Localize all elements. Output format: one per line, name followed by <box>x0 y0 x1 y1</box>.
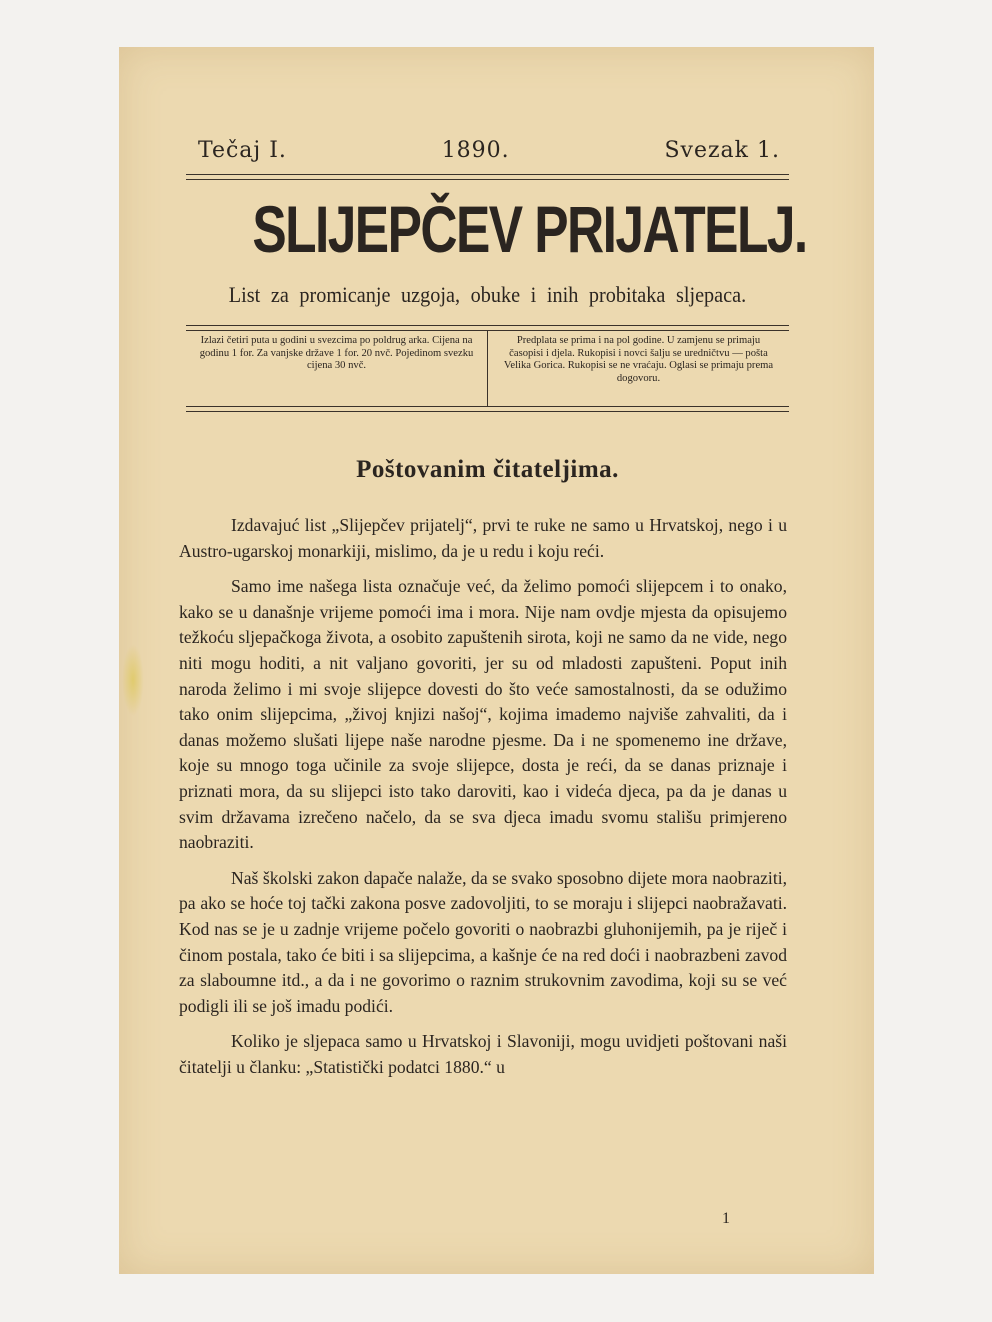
header-rule <box>186 174 789 180</box>
page-number: 1 <box>722 1210 730 1227</box>
article-paragraph: Samo ime našega lista označuje već, da želimo pomoći slijepcem i to onako, kako se u današnje vrijeme pomoći ima i mora. Nije nam ovdje mjesta da opisujemo težkoću sljepačkoga života, a osobito zapuštenih sirota, koji ne samo da ne vide, nego niti mogu hoditi, a nit valjano govoriti, jer su od mladosti zapušteni. Poput inih naroda želimo i mi svoje slijepce dovesti do što veće samostalnosti, da se odužimo tako onim slijepcima, „živoj knjizi našoj“, kojima imademo najviše zahvaliti, da i danas možemo slušati lijepe naše narodne pjesme. Da i ne spomenemo ine države, koje su mnogo toga učinile za svoje slijepce, dosta je reći, da se danas priznaje i priznati mora, da su slijepci isto tako daroviti, kao i videća djeca, pa da je danas u svim državama izrečeno načelo, da se sva djeca imadu svomu stališu primjereno naobraziti. <box>179 576 787 853</box>
masthead-title: SLIJEPČEV PRIJATELJ. <box>252 192 807 266</box>
issue-label: Svezak 1. <box>664 138 780 163</box>
year-label: 1890. <box>441 138 510 163</box>
article-paragraph: Izdavajuć list „Slijepčev prijatelj“, prvi te ruke ne samo u Hrvatskoj, nego i u Austro-ugarskoj monarkiji, mislimo, da je u redu i koju reći. <box>179 515 787 561</box>
publication-info: Izlazi četiri puta u godini u svezcima po poldrug arka. Cijena na godinu 1 for. Za vanjske države 1 for. 20 nvč. Pojedinom svezku cijena 30 nvč. <box>186 330 488 406</box>
subscription-info: Predplata se prima i na pol godine. U zamjenu se primaju časopisi i djela. Rukopisi i novci šalju se uredničtvu — pošta Velika Gorica. Rukopisi se ne vraćaju. Oglasi se primaju prema dogovoru. <box>503 335 774 384</box>
article-heading: Poštovanim čitateljima. <box>356 456 619 483</box>
issue-header <box>198 138 780 163</box>
article-paragraph: Naš školski zakon dapače nalaže, da se svako sposobno dijete mora naobraziti, pa ako se hoće toj tački zakona posve zadovoljiti, to se moraju i slijepci naobražavati. Kod nas se je u zadnje vrijeme počelo govoriti o naobrazbi gluhonijemih, pa je riječ i činom postala, tako će biti i sa slijepcima, a kašnje će na red doći i naobrazbeni zavod za slaboumne itd., a da i ne govorimo o raznim strukovnim zavodima, koji su se već podigli ili se još imadu podići. <box>179 867 787 1016</box>
article-body <box>179 513 787 1090</box>
subscription-info-box <box>186 330 789 406</box>
infobox-bottom-rule <box>186 406 789 412</box>
volume-label: Tečaj I. <box>198 138 287 163</box>
article-paragraph: Koliko je sljepaca samo u Hrvatskoj i Slavoniji, mogu uvidjeti poštovani naši čitatelji u članku: „Statistički podatci 1880.“ u <box>179 1031 787 1077</box>
paper-stain <box>122 644 144 716</box>
masthead-subtitle: List za promicanje uzgoja, obuke i inih probitaka sljepaca. <box>228 282 747 307</box>
